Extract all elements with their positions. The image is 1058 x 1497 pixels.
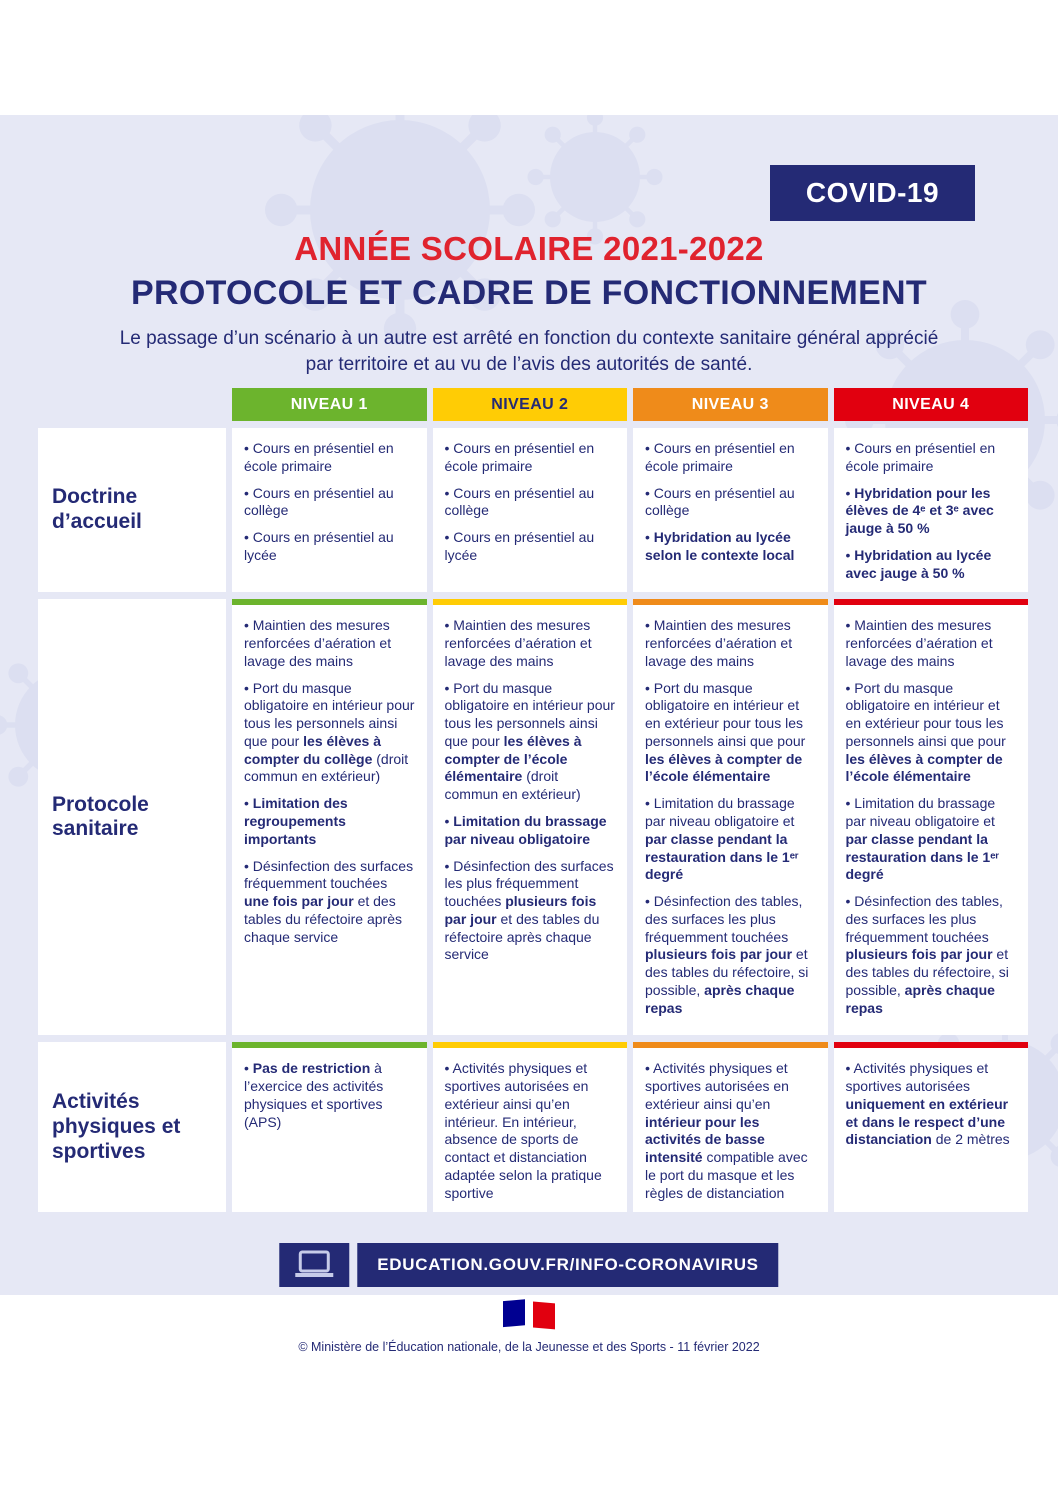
covid-badge <box>770 165 975 221</box>
row-label: Doctrine d’accueil <box>38 428 226 592</box>
table-cell <box>232 428 427 592</box>
table-cell <box>433 1042 628 1212</box>
cell-bullet: • Maintien des mesures renforcées d’aération et lavage des mains <box>244 617 392 669</box>
level-header-3: NIVEAU 3 <box>633 388 828 421</box>
covid-badge-label: COVID-19 <box>805 177 940 208</box>
cell-bullet: • Port du masque obligatoire en intérieur et en extérieur pour tous les personnels ainsi que pour les élèves à compter de l’école élémentaire <box>845 679 1006 785</box>
cell-bullet: • Port du masque obligatoire en intérieur pour tous les personnels ainsi que pour les élèves à compter du collège (droit commun en extérieur) <box>244 679 415 785</box>
row-label: Activités physiques et sportives <box>38 1042 226 1212</box>
table-cell <box>433 428 628 592</box>
table-cell <box>834 1042 1029 1212</box>
cell-bullet: • Désinfection des tables, des surfaces les plus fréquemment touchées plusieurs fois par jour et des tables du réfectoire, si possible, après chaque repas <box>645 893 809 1016</box>
cell-bullet: • Cours en présentiel au lycée <box>444 529 595 563</box>
cell-bullet: • Pas de restriction à l’exercice des activités physiques et sportives (APS) <box>244 1060 384 1130</box>
table-cell <box>633 1042 828 1212</box>
table-cell <box>232 1042 427 1212</box>
cell-bullet: • Désinfection des tables, des surfaces les plus fréquemment touchées plusieurs fois par jour et des tables du réfectoire, si possible, après chaque repas <box>845 893 1009 1016</box>
level-header-4: NIVEAU 4 <box>834 388 1029 421</box>
footer-link-bar[interactable] <box>279 1243 778 1287</box>
title-main: PROTOCOLE ET CADRE DE FONCTIONNEMENT <box>131 274 927 312</box>
cell-bullet: • Limitation des regroupements importants <box>244 795 348 847</box>
cell-bullet: • Port du masque obligatoire en intérieur pour tous les personnels ainsi que pour les élèves à compter de l’école élémentaire (droit commun en extérieur) <box>444 679 615 803</box>
cell-bullet: • Activités physiques et sportives autorisées uniquement en extérieur et dans le respect d’une distanciation de 2 mètres <box>845 1060 1010 1148</box>
cell-bullet: • Cours en présentiel en école primaire <box>444 440 595 474</box>
title-school-year: ANNÉE SCOLAIRE 2021-2022 <box>294 230 764 267</box>
cell-bullet: • Désinfection des surfaces fréquemment touchées une fois par jour et des tables du réfectoire après chaque service <box>244 857 414 945</box>
cell-bullet: • Hybridation pour les élèves de 4ᵉ et 3ᵉ avec jauge à 50 % <box>845 484 994 537</box>
cell-bullet: • Activités physiques et sportives autorisées en extérieur ainsi qu’en intérieur. En intérieur, absence de sports de contact et distanciation adaptée selon la pratique sportive <box>444 1060 602 1201</box>
table-cell <box>433 599 628 1035</box>
cell-bullet: • Limitation du brassage par niveau obligatoire <box>444 813 607 847</box>
cell-bullet: • Maintien des mesures renforcées d’aération et lavage des mains <box>845 617 993 669</box>
cell-bullet: • Hybridation au lycée avec jauge à 50 % <box>845 546 992 581</box>
cell-bullet: • Cours en présentiel au collège <box>244 484 394 519</box>
protocol-table <box>38 388 1028 1212</box>
cell-bullet: • Désinfection des surfaces les plus fréquemment touchées plusieurs fois par jour et des tables du réfectoire après chaque service <box>444 857 614 963</box>
cell-bullet: • Cours en présentiel en école primaire <box>645 440 795 474</box>
cell-bullet: • Hybridation au lycée selon le contexte local <box>645 529 795 563</box>
cell-bullet: • Port du masque obligatoire en intérieur et en extérieur pour tous les personnels ainsi que pour les élèves à compter de l’école élémentaire <box>645 679 806 785</box>
table-cell <box>232 599 427 1035</box>
footer-link-box[interactable] <box>357 1243 778 1287</box>
cell-bullet: • Cours en présentiel au lycée <box>244 529 394 563</box>
row-label: Protocole sanitaire <box>38 599 226 1035</box>
cell-bullet: • Limitation du brassage par niveau obligatoire et par classe pendant la restauration dans le 1ᵉʳ degré <box>845 795 1000 883</box>
cell-bullet: • Cours en présentiel au collège <box>645 484 795 519</box>
level-header-1: NIVEAU 1 <box>232 388 427 421</box>
subtitle-text: Le passage d’un scénario à un autre est arrêté en fonction du contexte sanitaire général apprécié par territoire et au vu de l’avis des autorités de santé. <box>119 328 939 375</box>
table-cell <box>633 599 828 1035</box>
table-cell <box>834 599 1029 1035</box>
copyright-text: © Ministère de l’Éducation nationale, de la Jeunesse et des Sports - 11 février 2022 <box>298 1340 760 1354</box>
laptop-icon <box>279 1243 349 1287</box>
cell-bullet: • Maintien des mesures renforcées d’aération et lavage des mains <box>645 617 793 669</box>
cell-bullet: • Activités physiques et sportives autorisées en extérieur ainsi qu’en intérieur pour les activités de basse intensité compatible avec le port du masque et les règles de distanciation <box>645 1060 808 1201</box>
cell-bullet: • Limitation du brassage par niveau obligatoire et par classe pendant la restauration dans le 1ᵉʳ degré <box>645 795 799 883</box>
table-cell <box>633 428 828 592</box>
level-header-2: NIVEAU 2 <box>433 388 628 421</box>
footer-link-text[interactable]: EDUCATION.GOUV.FR/INFO-CORONAVIRUS <box>377 1255 759 1274</box>
ministry-flag-logo <box>493 1298 565 1339</box>
table-cell <box>834 428 1029 592</box>
cell-bullet: • Cours en présentiel en école primaire <box>845 440 996 474</box>
cell-bullet: • Maintien des mesures renforcées d’aération et lavage des mains <box>444 617 592 669</box>
header-spacer <box>38 388 226 421</box>
cell-bullet: • Cours en présentiel en école primaire <box>244 440 394 474</box>
cell-bullet: • Cours en présentiel au collège <box>444 484 595 519</box>
